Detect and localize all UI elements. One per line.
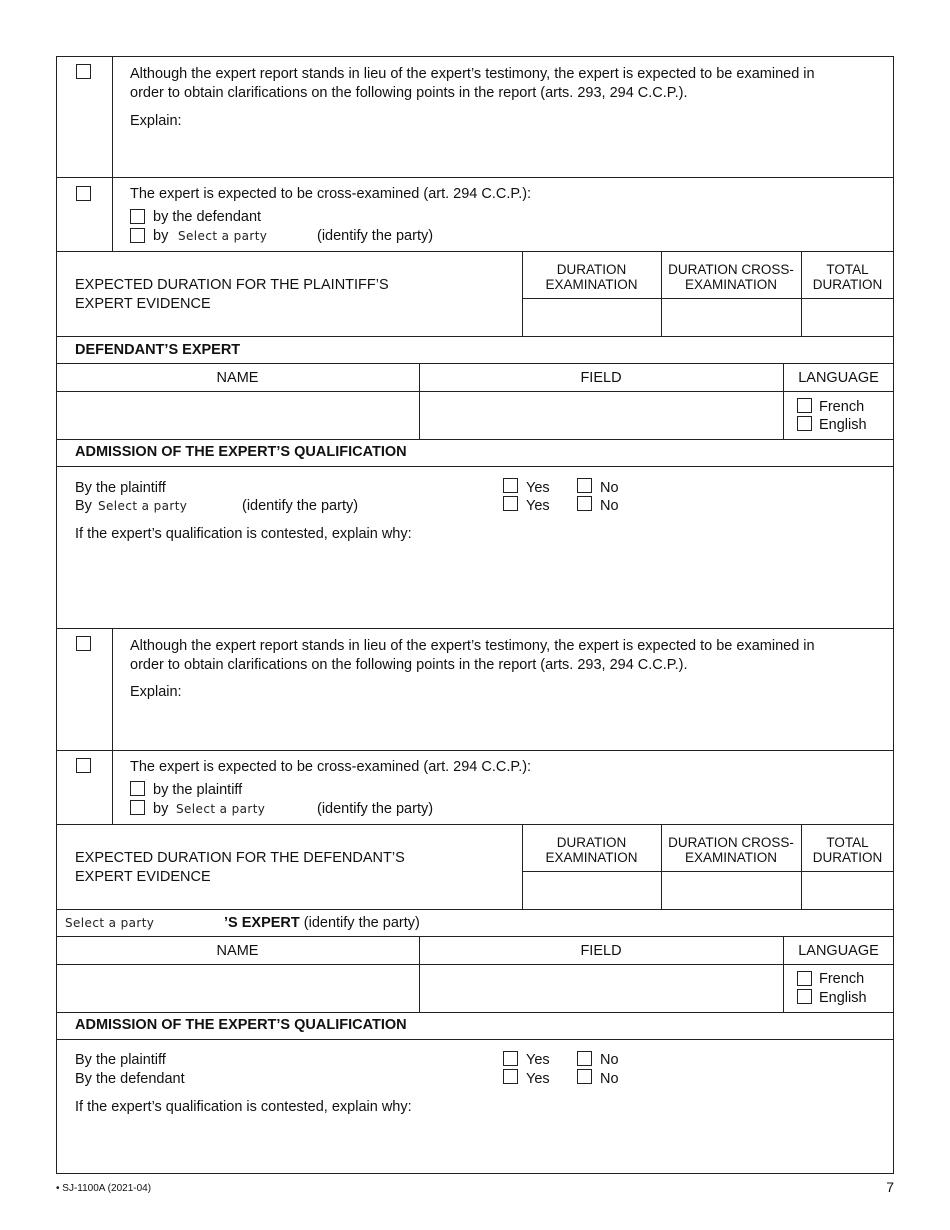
clarification-checkbox[interactable]	[76, 636, 91, 651]
cross-exam-checkbox[interactable]	[76, 186, 91, 201]
duration-examination-header: DURATION EXAMINATION	[545, 835, 638, 865]
duration-examination-header: DURATION EXAMINATION	[545, 262, 638, 292]
expert-field-field[interactable]	[420, 392, 782, 438]
divider	[56, 909, 894, 910]
plaintiff-no-checkbox[interactable]	[577, 478, 592, 493]
divider	[56, 439, 894, 440]
defendant-yes-checkbox[interactable]	[503, 1069, 518, 1084]
divider	[56, 363, 894, 364]
total-duration-header: TOTAL DURATION	[812, 262, 883, 292]
by-label: By	[75, 498, 92, 514]
english-checkbox[interactable]	[797, 416, 812, 431]
divider	[56, 336, 894, 337]
no-label: No	[600, 1071, 619, 1087]
plaintiff-duration-cross-field[interactable]	[662, 299, 800, 335]
clarification-checkbox[interactable]	[76, 64, 91, 79]
english-checkbox[interactable]	[797, 989, 812, 1004]
explain-label: Explain:	[130, 113, 182, 129]
admission-title: ADMISSION OF THE EXPERT’S QUALIFICATION	[75, 1017, 407, 1033]
party-yes-checkbox[interactable]	[503, 496, 518, 511]
party-select[interactable]: Select a party	[98, 499, 188, 513]
identify-party-note: (identify the party)	[317, 801, 434, 817]
checkbox-column-divider	[112, 628, 113, 824]
plaintiff-yes-checkbox[interactable]	[503, 478, 518, 493]
clarification-text: Although the expert report stands in lieu of the expert’s testimony, the expert is expected to be examined in order to obtain clarifications on the following points in the report (arts. 293, 294 C.C.P.).	[130, 638, 815, 673]
identify-party-note: (identify the party)	[317, 228, 434, 244]
no-label: No	[600, 498, 619, 514]
contested-explain-field[interactable]	[75, 1121, 885, 1171]
party-select[interactable]: Select a party	[176, 802, 266, 816]
language-column-header: LANGUAGE	[798, 370, 879, 386]
cross-by-party-checkbox[interactable]	[130, 800, 145, 815]
divider	[56, 936, 894, 937]
no-label: No	[600, 480, 619, 496]
divider	[56, 750, 894, 751]
by-plaintiff-label: By the plaintiff	[75, 1052, 166, 1068]
cross-by-defendant-checkbox[interactable]	[130, 209, 145, 224]
plaintiff-duration-exam-field[interactable]	[523, 299, 660, 335]
cross-by-plaintiff-checkbox[interactable]	[130, 781, 145, 796]
cross-exam-checkbox[interactable]	[76, 758, 91, 773]
party-expert-title: ’S EXPERT (identify the party)	[224, 915, 420, 931]
party-select[interactable]: Select a party	[178, 229, 268, 243]
cross-by-defendant-label: by the defendant	[153, 209, 262, 225]
field-column-header: FIELD	[580, 370, 622, 386]
french-label: French	[819, 971, 865, 987]
yes-label: Yes	[526, 480, 550, 496]
divider	[56, 1039, 894, 1040]
explain-field[interactable]	[130, 706, 890, 746]
party-select[interactable]: Select a party	[65, 916, 155, 930]
plaintiff-yes-checkbox[interactable]	[503, 1051, 518, 1066]
divider	[56, 824, 894, 825]
by-defendant-label: By the defendant	[75, 1071, 185, 1087]
plaintiff-no-checkbox[interactable]	[577, 1051, 592, 1066]
total-duration-header: TOTAL DURATION	[812, 835, 883, 865]
yes-label: Yes	[526, 498, 550, 514]
plaintiff-duration-label: EXPECTED DURATION FOR THE PLAINTIFF’S EXPERT EVIDENCE	[75, 277, 389, 312]
defendant-expert-title: DEFENDANT’S EXPERT	[75, 342, 241, 358]
no-label: No	[600, 1052, 619, 1068]
defendant-duration-label: EXPECTED DURATION FOR THE DEFENDANT’S EXPERT EVIDENCE	[75, 850, 405, 885]
form-code: • SJ-1100A (2021-04)	[56, 1183, 152, 1194]
divider	[56, 1012, 894, 1013]
contested-explain-field[interactable]	[75, 548, 885, 624]
cross-exam-text: The expert is expected to be cross-examined (art. 294 C.C.P.):	[130, 186, 532, 202]
language-column-header: LANGUAGE	[798, 943, 879, 959]
cross-by-party-checkbox[interactable]	[130, 228, 145, 243]
field-column-header: FIELD	[580, 943, 622, 959]
identify-party-note: (identify the party)	[242, 498, 359, 514]
english-label: English	[819, 417, 867, 433]
divider	[56, 177, 894, 178]
cross-exam-text: The expert is expected to be cross-examined (art. 294 C.C.P.):	[130, 759, 532, 775]
defendant-no-checkbox[interactable]	[577, 1069, 592, 1084]
contested-label: If the expert’s qualification is contested, explain why:	[75, 1099, 412, 1115]
contested-label: If the expert’s qualification is contested, explain why:	[75, 526, 412, 542]
french-checkbox[interactable]	[797, 971, 812, 986]
duration-cross-header: DURATION CROSS- EXAMINATION	[668, 835, 794, 865]
cross-by-plaintiff-label: by the plaintiff	[153, 782, 243, 798]
french-label: French	[819, 399, 865, 415]
yes-label: Yes	[526, 1071, 550, 1087]
cross-by-label: by	[153, 801, 169, 817]
duration-cross-header: DURATION CROSS- EXAMINATION	[668, 262, 794, 292]
page-number: 7	[886, 1179, 894, 1195]
divider	[56, 628, 894, 629]
explain-label: Explain:	[130, 684, 182, 700]
english-label: English	[819, 990, 867, 1006]
cross-by-label: by	[153, 228, 169, 244]
plaintiff-total-duration-field[interactable]	[802, 299, 893, 335]
name-column-header: NAME	[216, 370, 259, 386]
yes-label: Yes	[526, 1052, 550, 1068]
french-checkbox[interactable]	[797, 398, 812, 413]
defendant-duration-exam-field[interactable]	[523, 872, 660, 908]
defendant-total-duration-field[interactable]	[802, 872, 893, 908]
party-no-checkbox[interactable]	[577, 496, 592, 511]
divider	[56, 466, 894, 467]
clarification-text: Although the expert report stands in lieu of the expert’s testimony, the expert is expected to be examined in order to obtain clarifications on the following points in the report (arts. 293, 294 C.C.P.).	[130, 66, 815, 101]
admission-title: ADMISSION OF THE EXPERT’S QUALIFICATION	[75, 444, 407, 460]
expert-name-field[interactable]	[57, 965, 418, 1011]
expert-name-field[interactable]	[57, 392, 418, 438]
checkbox-column-divider	[112, 56, 113, 251]
defendant-duration-cross-field[interactable]	[662, 872, 800, 908]
name-column-header: NAME	[216, 943, 259, 959]
by-plaintiff-label: By the plaintiff	[75, 480, 166, 496]
explain-field[interactable]	[130, 135, 890, 175]
divider	[56, 251, 894, 252]
expert-field-field[interactable]	[420, 965, 782, 1011]
